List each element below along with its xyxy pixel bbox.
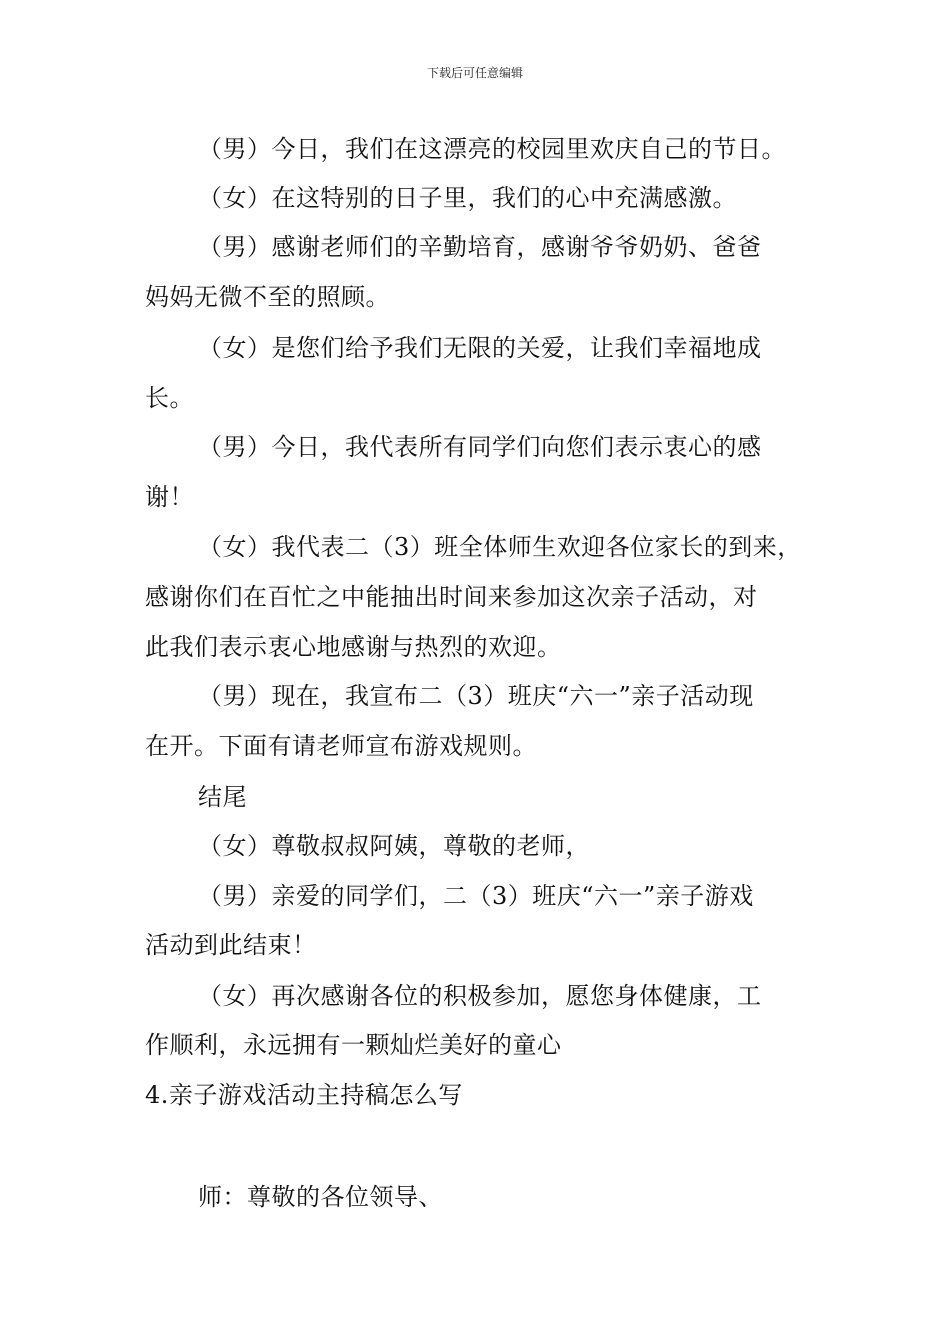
section-heading: 4.亲子游戏活动主持稿怎么写 bbox=[145, 1081, 463, 1109]
paragraph-line: 妈妈无微不至的照顾。 bbox=[145, 283, 390, 311]
paragraph-line: 师：尊敬的各位领导、 bbox=[198, 1183, 443, 1211]
paragraph-line: 感谢你们在百忙之中能抽出时间来参加这次亲子活动，对 bbox=[145, 583, 758, 611]
paragraph-line: （男）感谢老师们的辛勤培育，感谢爷爷奶奶、爸爸 bbox=[198, 233, 762, 261]
paragraph-line: （男）今日，我代表所有同学们向您们表示衷心的感 bbox=[198, 433, 762, 461]
paragraph-line: 此我们表示衷心地感谢与热烈的欢迎。 bbox=[145, 633, 562, 661]
paragraph-line: 在开。下面有请老师宣布游戏规则。 bbox=[145, 732, 537, 760]
paragraph-line: （女）再次感谢各位的积极参加，愿您身体健康，工 bbox=[198, 982, 762, 1010]
paragraph-line: （女）是您们给予我们无限的关爱，让我们幸福地成 bbox=[198, 334, 762, 362]
paragraph-line: （女）尊敬叔叔阿姨，尊敬的老师， bbox=[198, 832, 590, 860]
paragraph-line: 长。 bbox=[145, 384, 194, 412]
paragraph-line: （男）亲爱的同学们，二（3）班庆“六一”亲子游戏 bbox=[198, 882, 754, 910]
paragraph-line: （女）在这特别的日子里，我们的心中充满感激。 bbox=[198, 184, 737, 212]
paragraph-line: （男）现在，我宣布二（3）班庆“六一”亲子活动现 bbox=[198, 682, 754, 710]
paragraph-line: 活动到此结束！ bbox=[145, 931, 317, 959]
paragraph-line: （男）今日，我们在这漂亮的校园里欢庆自己的节日。 bbox=[198, 135, 786, 163]
section-heading: 结尾 bbox=[198, 783, 247, 811]
paragraph-line: 谢！ bbox=[145, 483, 194, 511]
paragraph-line: （女）我代表二（3）班全体师生欢迎各位家长的到来， bbox=[198, 533, 802, 561]
page-header: 下载后可任意编辑 bbox=[426, 66, 523, 80]
paragraph-line: 作顺利，永远拥有一颗灿烂美好的童心 bbox=[145, 1031, 562, 1059]
